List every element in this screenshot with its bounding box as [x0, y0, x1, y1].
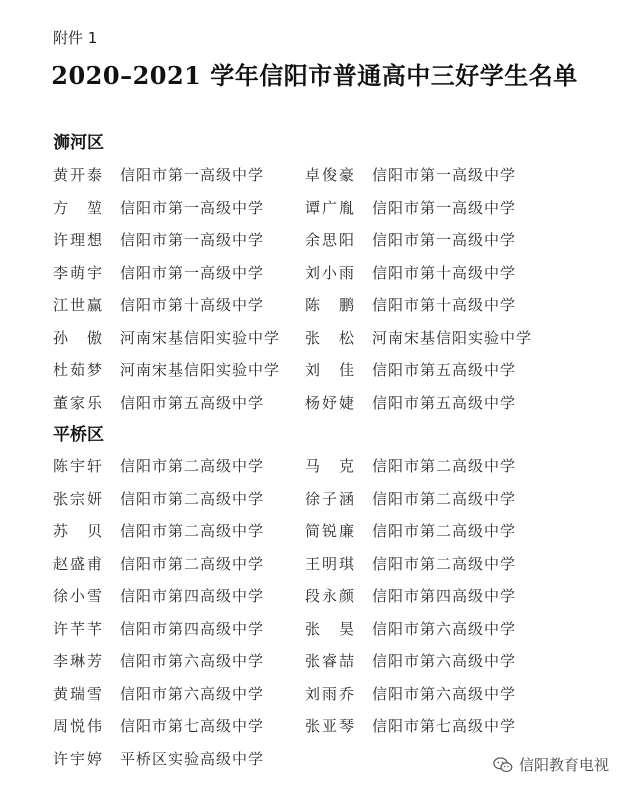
student-name: 刘 佳	[305, 361, 357, 379]
student-name: 杨妤婕	[305, 393, 357, 412]
school-name: 河南宋基信阳实验中学	[372, 328, 533, 347]
student-name: 张亚琴	[305, 717, 357, 735]
school-name: 信阳市第五高级中学	[372, 393, 517, 412]
school-name: 信阳市第二高级中学	[372, 522, 517, 540]
school-name: 信阳市第二高级中学	[120, 489, 265, 508]
school-name: 信阳市第二高级中学	[120, 457, 265, 475]
student-name: 李萌宇	[53, 263, 105, 282]
list-item	[53, 322, 613, 355]
list-item	[53, 645, 613, 678]
student-name: 黄开泰	[53, 166, 105, 184]
school-name: 信阳市第十高级中学	[372, 296, 517, 314]
student-name: 刘小雨	[305, 263, 357, 282]
school-name: 信阳市第一高级中学	[120, 166, 265, 184]
student-list	[53, 450, 613, 775]
student-name: 陈宇轩	[53, 457, 105, 475]
school-name: 信阳市第十高级中学	[120, 296, 265, 314]
student-name: 黄瑞雪	[53, 684, 105, 703]
school-name: 信阳市第四高级中学	[372, 587, 517, 605]
watermark	[493, 754, 609, 775]
school-name: 信阳市第四高级中学	[120, 619, 265, 638]
student-name: 简锐廉	[305, 522, 357, 540]
list-item	[53, 257, 613, 290]
list-item	[53, 289, 613, 322]
school-name: 信阳市第十高级中学	[372, 263, 517, 282]
school-name: 信阳市第二高级中学	[120, 554, 265, 573]
list-item	[53, 483, 613, 516]
school-name: 信阳市第一高级中学	[372, 231, 517, 249]
student-name: 卓俊豪	[305, 166, 357, 184]
list-item	[53, 678, 613, 711]
student-name: 董家乐	[53, 393, 105, 412]
school-name: 平桥区实验高级中学	[120, 749, 265, 768]
school-name: 信阳市第一高级中学	[372, 198, 517, 217]
school-name: 河南宋基信阳实验中学	[120, 361, 281, 379]
student-name: 许理想	[53, 231, 105, 249]
list-item	[53, 159, 613, 192]
student-name: 李琳芳	[53, 652, 105, 670]
watermark-text: 信阳教育电视	[518, 756, 609, 774]
list-item	[53, 354, 613, 387]
school-name: 信阳市第七高级中学	[120, 717, 265, 735]
district-section	[53, 423, 613, 775]
student-name: 谭广胤	[305, 198, 357, 217]
student-name: 刘雨乔	[305, 684, 357, 703]
student-name: 许芊芊	[53, 619, 105, 638]
student-name: 徐小雪	[53, 587, 105, 605]
school-name: 河南宋基信阳实验中学	[120, 328, 281, 347]
student-name: 张 昊	[305, 619, 357, 638]
school-name: 信阳市第一高级中学	[372, 166, 517, 184]
student-name: 杜茹梦	[53, 361, 105, 379]
student-name: 张宗妍	[53, 489, 105, 508]
school-name: 信阳市第六高级中学	[372, 619, 517, 638]
school-name: 信阳市第二高级中学	[372, 554, 517, 573]
list-item	[53, 613, 613, 646]
student-name: 许宇婷	[53, 749, 105, 768]
student-name: 段永颜	[305, 587, 357, 605]
school-name: 信阳市第二高级中学	[120, 522, 265, 540]
student-name: 徐子涵	[305, 489, 357, 508]
list-item	[53, 710, 613, 743]
student-name: 周悦伟	[53, 717, 105, 735]
school-name: 信阳市第二高级中学	[372, 489, 517, 508]
school-name: 信阳市第六高级中学	[372, 684, 517, 703]
student-name: 方 堃	[53, 198, 105, 217]
school-name: 信阳市第五高级中学	[372, 361, 517, 379]
school-name: 信阳市第六高级中学	[372, 652, 517, 670]
student-list	[53, 159, 613, 419]
student-name: 赵盛甫	[53, 554, 105, 573]
list-item	[53, 450, 613, 483]
school-name: 信阳市第一高级中学	[120, 198, 265, 217]
student-name: 张 松	[305, 328, 357, 347]
district-name: 平桥区	[53, 425, 104, 445]
student-name: 张睿喆	[305, 652, 357, 670]
student-name: 孙 傲	[53, 328, 105, 347]
list-item	[53, 548, 613, 581]
school-name: 信阳市第五高级中学	[120, 393, 265, 412]
district-section	[53, 131, 613, 419]
student-name: 陈 鹏	[305, 296, 357, 314]
school-name: 信阳市第一高级中学	[120, 263, 265, 282]
page-title: 2020–2021 学年信阳市普通高中三好学生名单	[51, 61, 578, 90]
district-name: 浉河区	[53, 133, 104, 153]
school-name: 信阳市第六高级中学	[120, 684, 265, 703]
school-name: 信阳市第六高级中学	[120, 652, 265, 670]
list-item	[53, 580, 613, 613]
list-item	[53, 515, 613, 548]
student-name: 江世赢	[53, 296, 105, 314]
student-name: 王明琪	[305, 554, 357, 573]
wechat-icon	[493, 756, 513, 774]
student-name: 余思阳	[305, 231, 357, 249]
attachment-label: 附件 1	[53, 29, 98, 47]
school-name: 信阳市第一高级中学	[120, 231, 265, 249]
school-name: 信阳市第七高级中学	[372, 717, 517, 735]
list-item	[53, 224, 613, 257]
school-name: 信阳市第二高级中学	[372, 457, 517, 475]
list-item	[53, 387, 613, 420]
student-name: 苏 贝	[53, 522, 105, 540]
student-name: 马 克	[305, 457, 357, 475]
school-name: 信阳市第四高级中学	[120, 587, 265, 605]
list-item	[53, 192, 613, 225]
